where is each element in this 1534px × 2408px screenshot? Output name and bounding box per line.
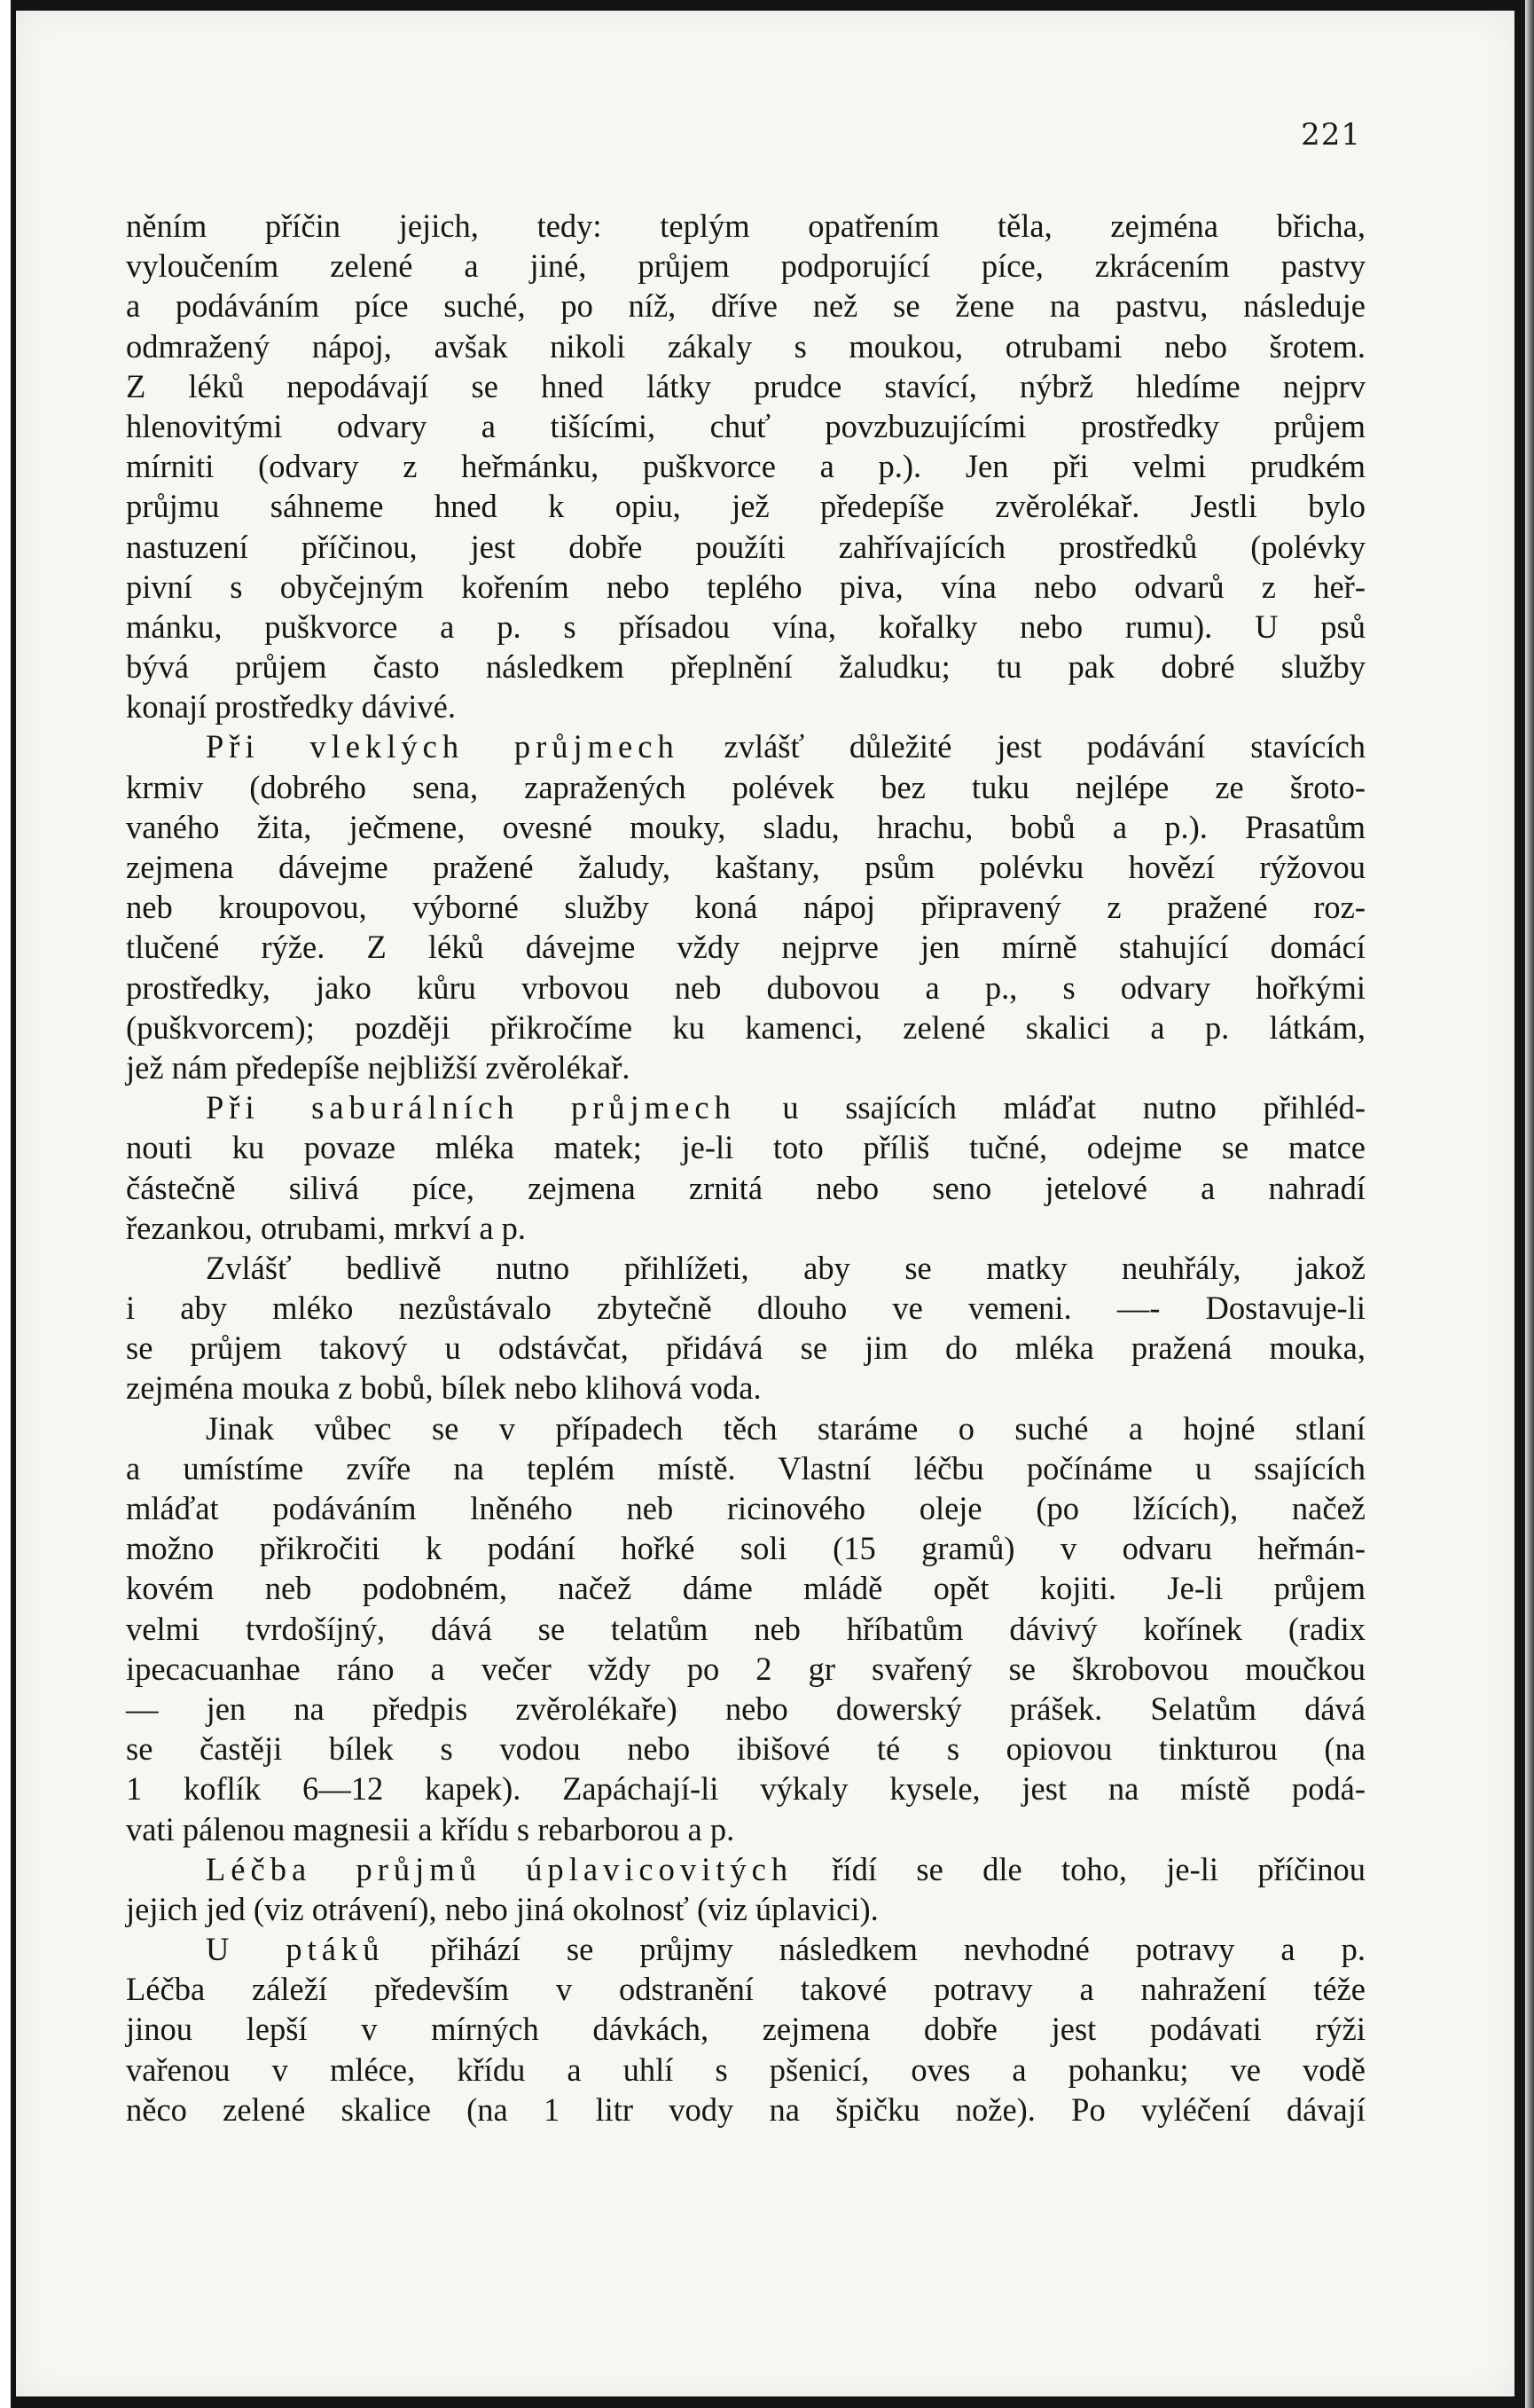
- text-line: — jen na předpis zvěrolékaře) nebo dowerský prášek. Selatům dává: [126, 1690, 1366, 1727]
- text-line: ipecacuanhae ráno a večer vždy po 2 gr svařený se škrobovou moučkou: [126, 1650, 1366, 1687]
- page-body: [126, 206, 1366, 2130]
- text-line: částečně silivá píce, zejmena zrnitá nebo seno jetelové a nahradí: [126, 1169, 1366, 1206]
- text-line: vařenou v mléce, křídu a uhlí s pšenicí, oves a pohanku; ve vodě: [126, 2051, 1366, 2088]
- text-line: konají prostředky dávivé.: [126, 688, 457, 726]
- text-line: něco zelené skalice (na 1 litr vody na špičku nože). Po vyléčení dávají: [126, 2090, 1366, 2128]
- text-line: (puškvorcem); později přikročíme ku kamenci, zelené skalici a p. látkám,: [126, 1008, 1366, 1046]
- text-line: a umístíme zvíře na teplém místě. Vlastní léčbu počínáme u ssajících: [126, 1449, 1366, 1486]
- text-line: něním příčin jejich, tedy: teplým opatřením těla, zejména břicha,: [126, 208, 1366, 244]
- page-number: 221: [1301, 117, 1361, 153]
- page-binding-shadow: [1525, 0, 1534, 2408]
- text-line: mírniti (odvary z heřmánku, puškvorce a p.). Jen při velmi prudkém: [126, 448, 1366, 485]
- text-line: možno přikročiti k podání hořké soli (15 gramů) v odvaru heřmán-: [126, 1530, 1366, 1567]
- text-line: se častěji bílek s vodou nebo ibišové té s opiovou tinkturou (na: [126, 1730, 1366, 1768]
- text-line: 1 koflík 6—12 kapek). Zapáchají-li výkaly kysele, jest na místě podá-: [126, 1770, 1366, 1808]
- spaced-heading-phrase: Při vleklých průjmech: [206, 728, 679, 765]
- text-line: nastuzení příčinou, jest dobře použíti zahřívajících prostředků (polévky: [126, 528, 1366, 565]
- text-line: krmiv (dobrého sena, zapražených polévek bez tuku nejlépe ze šroto-: [126, 768, 1366, 805]
- text-line: zejména mouka z bobů, bílek nebo klihová voda.: [126, 1369, 762, 1407]
- text-line: mánku, puškvorce a p. s přísadou vína, kořalky nebo rumu). U psů: [126, 608, 1366, 645]
- text-line: hlenovitými odvary a tišícími, chuť povzbuzujícími prostředky průjem: [126, 407, 1366, 444]
- text-line: pivní s obyčejným kořením nebo teplého piva, vína nebo odvarů z heř-: [126, 568, 1366, 605]
- spaced-heading-phrase: Při saburálních průjmech: [206, 1089, 736, 1126]
- text-line: jež nám předepíše nejbližší zvěrolékař.: [126, 1048, 630, 1086]
- text-line: jinou lepší v mírných dávkách, zejmena dobře jest podávati rýži: [126, 2011, 1366, 2048]
- text-line: odmražený nápoj, avšak nikoli zákaly s moukou, otrubami nebo šrotem.: [126, 327, 1366, 365]
- spaced-heading-phrase: Léčba průjmů úplavicovitých: [206, 1850, 794, 1887]
- text-line: jejich jed (viz otrávení), nebo jiná okolnosť (viz úplavici).: [126, 1890, 879, 1927]
- page-left-margin: [0, 0, 11, 2408]
- paragraph-start: [126, 1087, 1366, 1127]
- text-line: kovém neb podobném, načež dáme mládě opět kojiti. Je-li průjem: [126, 1570, 1366, 1607]
- paragraph-start: [126, 726, 1366, 766]
- text-line: Jinak vůbec se v případech těch staráme o suché a hojné stlaní: [206, 1409, 1366, 1447]
- text-line: a podáváním píce suché, po níž, dříve než se žene na pastvu, následuje: [126, 287, 1366, 325]
- text-line: se průjem takový u odstávčat, přidává se jim do mléka pražená mouka,: [126, 1329, 1366, 1367]
- text-line: průjmu sáhneme hned k opiu, jež předepíše zvěrolékař. Jestli bylo: [126, 488, 1366, 525]
- paragraph-start-tail: u ssajících mláďat nutno přihléd-: [782, 1089, 1366, 1126]
- text-line: nouti ku povaze mléka matek; je-li toto příliš tučné, odejme se matce: [126, 1129, 1366, 1166]
- text-line: i aby mléko nezůstávalo zbytečně dlouho ve vemeni. —- Dostavuje-li: [126, 1290, 1366, 1327]
- text-line: prostředky, jako kůru vrbovou neb dubovou a p., s odvary hořkými: [126, 969, 1366, 1006]
- text-line: Léčba záleží především v odstranění takové potravy a nahražení téže: [126, 1971, 1366, 2008]
- paragraph-start-tail: řídí se dle toho, je-li příčinou: [832, 1850, 1366, 1887]
- text-line: Z léků nepodávají se hned látky prudce stavící, nýbrž hledíme nejprv: [126, 367, 1366, 404]
- text-line: vyloučením zelené a jiné, průjem podporující píce, zkrácením pastvy: [126, 247, 1366, 285]
- text-line: velmi tvrdošíjný, dává se telatům neb hříbatům dávivý kořínek (radix: [126, 1610, 1366, 1647]
- text-line: zejmena dávejme pražené žaludy, kaštany, psům polévku hovězí rýžovou: [126, 849, 1366, 885]
- text-line: Zvlášť bedlivě nutno přihlížeti, aby se matky neuhřály, jakož: [206, 1249, 1366, 1286]
- spaced-heading-phrase: U ptáků: [206, 1931, 385, 1968]
- text-line: řezankou, otrubami, mrkví a p.: [126, 1209, 527, 1246]
- paragraph-start-tail: zvlášť důležité jest podávání stavících: [724, 728, 1366, 765]
- text-line: tlučené rýže. Z léků dávejme vždy nejprve jen mírně stahující domácí: [126, 929, 1366, 966]
- text-line: mláďat podáváním lněného neb ricinového oleje (po lžících), načež: [126, 1490, 1366, 1526]
- text-line: vaného žita, ječmene, ovesné mouky, sladu, hrachu, bobů a p.). Prasatům: [126, 808, 1366, 845]
- text-line: vati pálenou magnesii a křídu s rebarborou a p.: [126, 1810, 735, 1847]
- paragraph-start: [126, 1929, 1366, 1969]
- text-line: neb kroupovou, výborné služby koná nápoj připravený z pražené roz-: [126, 889, 1366, 926]
- paragraph-start-tail: přihází se průjmy následkem nevhodné potravy a p.: [430, 1931, 1366, 1968]
- text-line: bývá průjem často následkem přeplnění žaludku; tu pak dobré služby: [126, 648, 1366, 686]
- paragraph-start: [126, 1849, 1366, 1889]
